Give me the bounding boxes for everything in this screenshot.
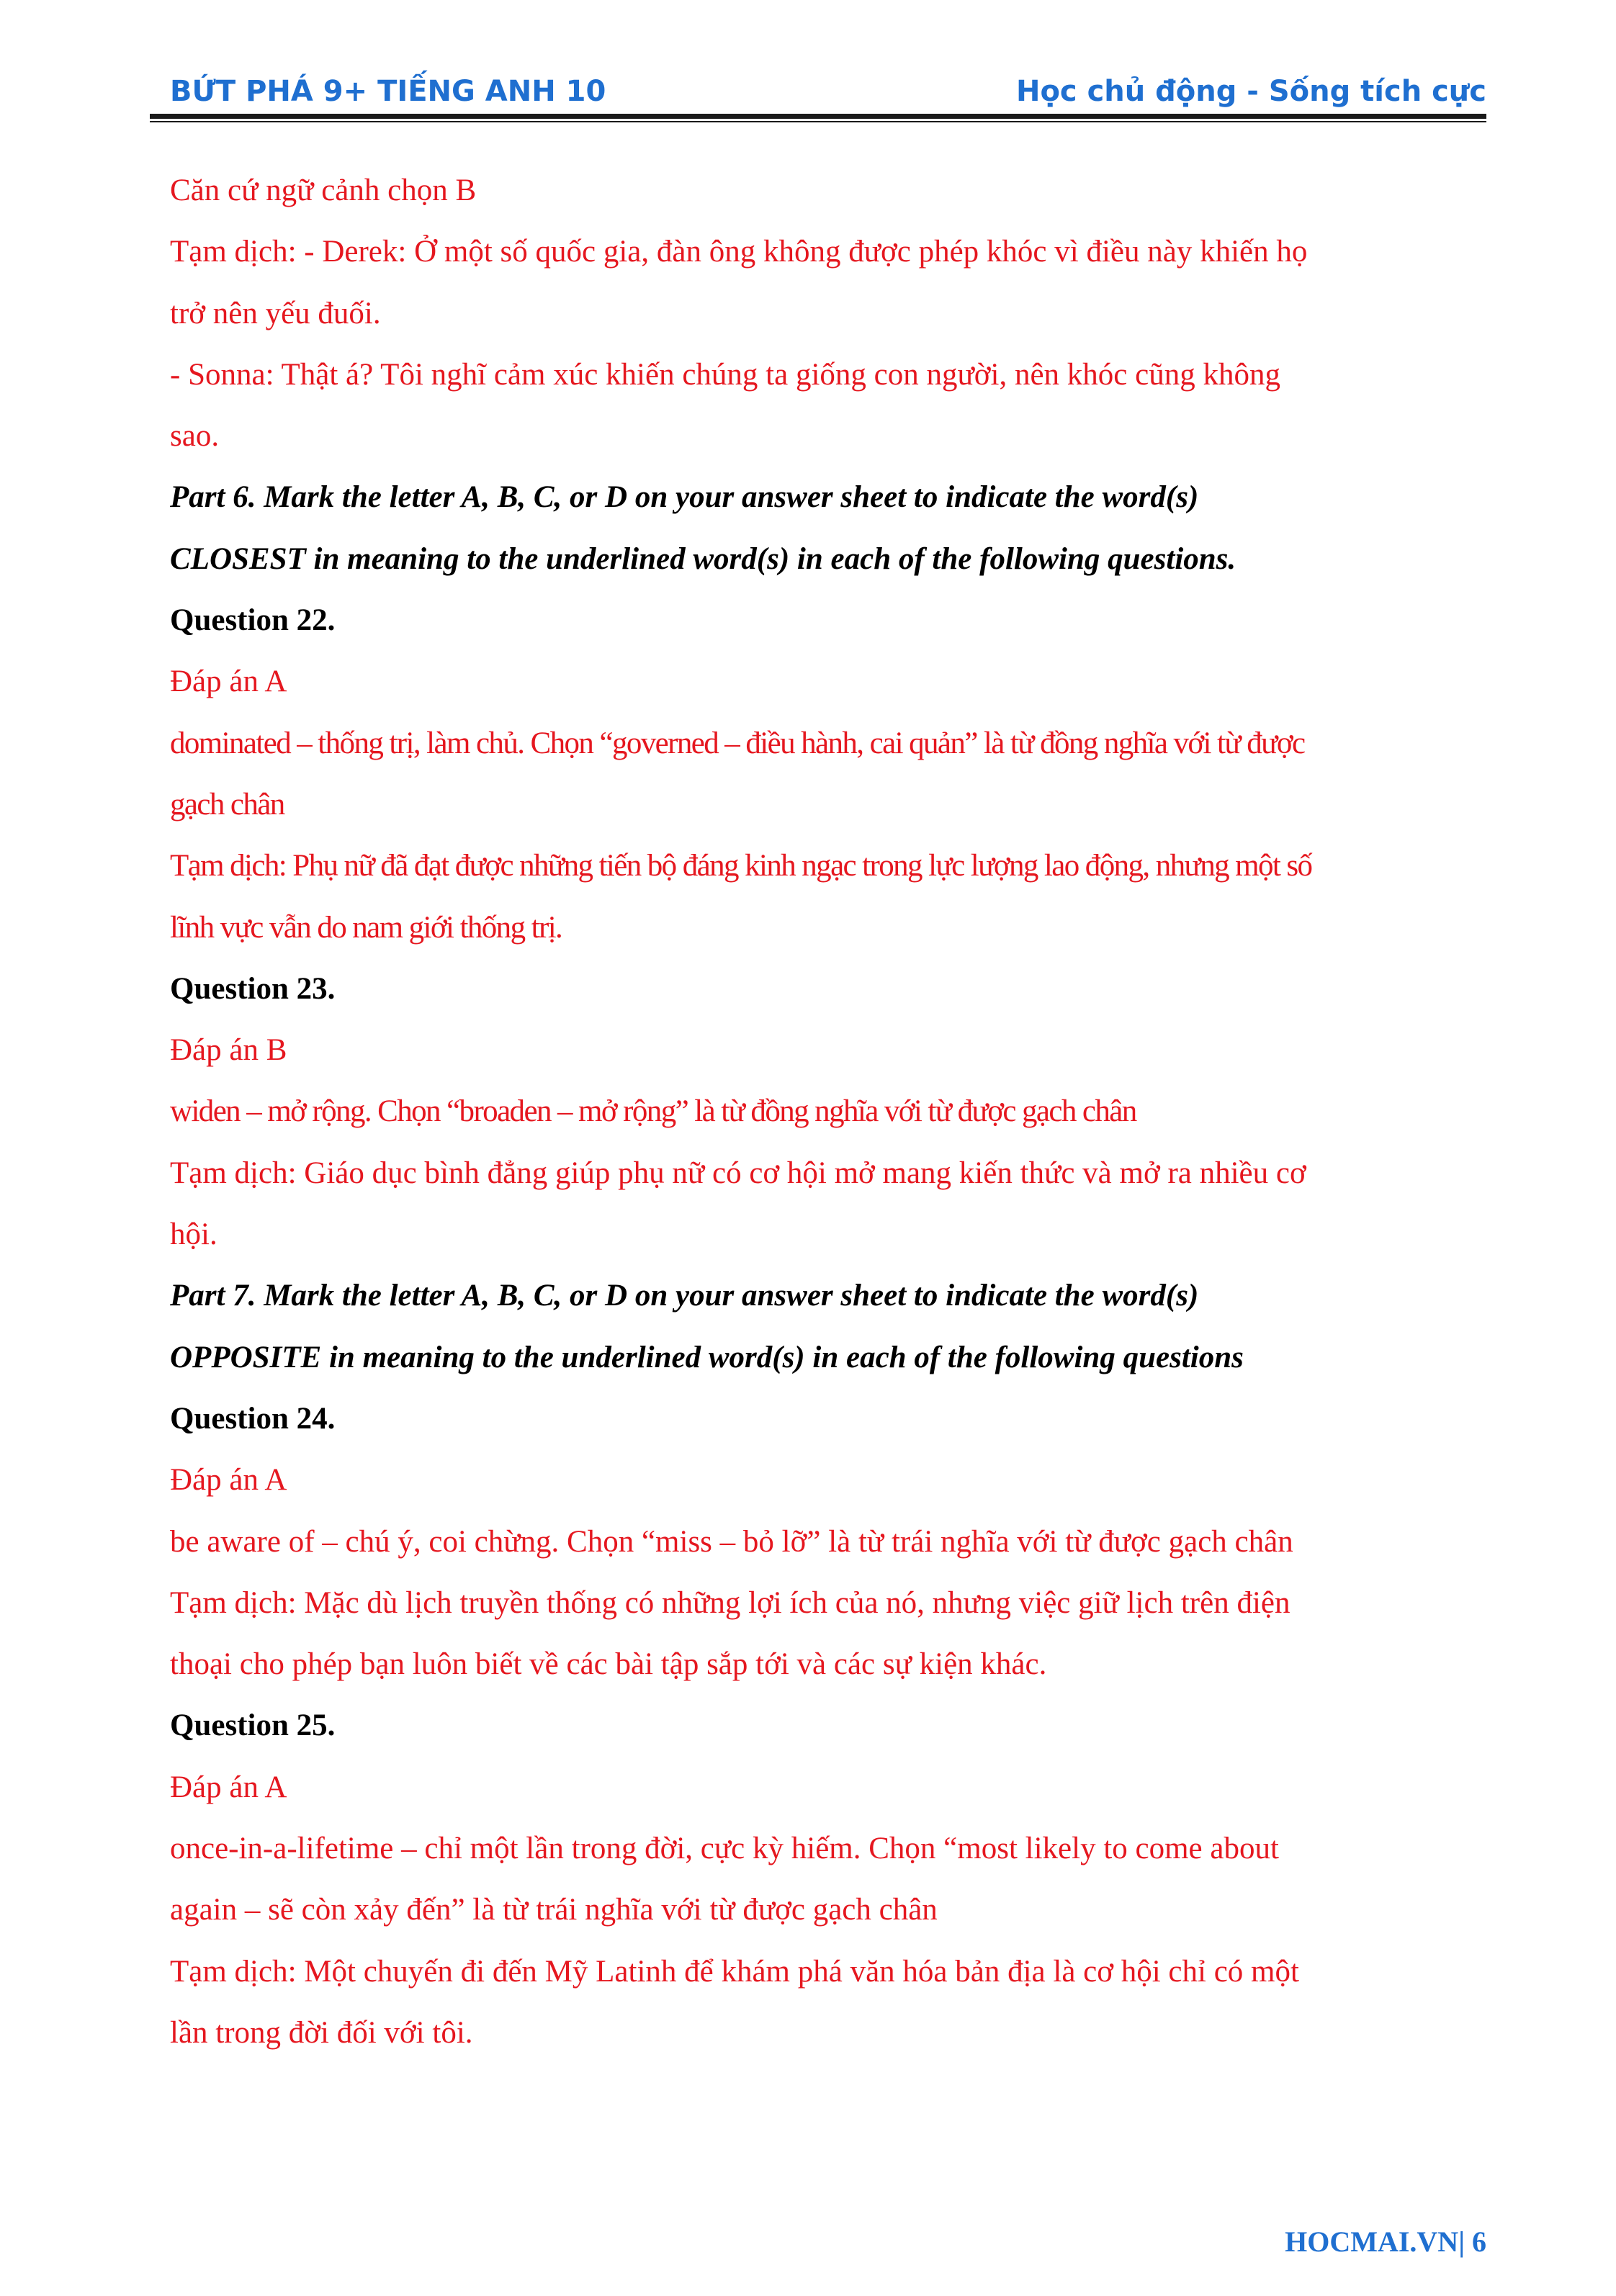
- question-22-translation: lĩnh vực vẫn do nam giới thống trị.: [170, 910, 562, 945]
- page-content: [170, 160, 1488, 2063]
- header-slogan: Học chủ động - Sống tích cực: [1015, 75, 1486, 108]
- question-24-translation: Tạm dịch: Mặc dù lịch truyền thống có những lợi ích của nó, nhưng việc giữ lịch trên điện: [170, 1585, 1290, 1620]
- question-25-answer: Đáp án A: [170, 1770, 287, 1804]
- question-25-explanation: again – sẽ còn xảy đến” là từ trái nghĩa với từ được gạch chân: [170, 1893, 938, 1927]
- question-25-explanation: once-in-a-lifetime – chỉ một lần trong đời, cực kỳ hiếm. Chọn “most likely to come about: [170, 1832, 1279, 1866]
- question-24-explanation: be aware of – chú ý, coi chừng. Chọn “miss – bỏ lỡ” là từ trái nghĩa với từ được gạch chân: [170, 1524, 1293, 1559]
- part-6-instruction: CLOSEST in meaning to the underlined word(s) in each of the following questions.: [170, 541, 1236, 576]
- question-22-answer: Đáp án A: [170, 665, 287, 699]
- context-note: Căn cứ ngữ cảnh chọn B: [170, 174, 477, 207]
- question-24-answer: Đáp án A: [170, 1463, 287, 1498]
- question-24-translation: thoại cho phép bạn luôn biết về các bài tập sắp tới và các sự kiện khác.: [170, 1647, 1047, 1682]
- question-23-translation: Tạm dịch: Giáo dục bình đẳng giúp phụ nữ có cơ hội mở mang kiến thức và mở ra nhiều cơ: [170, 1156, 1306, 1190]
- header-book-title: BỨT PHÁ 9+ TIẾNG ANH 10: [170, 75, 606, 108]
- page-header: [170, 72, 1486, 115]
- translation-line: trở nên yếu đuối.: [170, 296, 381, 330]
- question-25-translation: lần trong đời đối với tôi.: [170, 2015, 473, 2050]
- question-22-translation: Tạm dịch: Phụ nữ đã đạt được những tiến bộ đáng kinh ngạc trong lực lượng lao động, nhưng một số: [170, 849, 1312, 883]
- question-23-explanation: widen – mở rộng. Chọn “broaden – mở rộng” là từ đồng nghĩa với từ được gạch chân: [170, 1094, 1136, 1129]
- question-25-title: Question 25.: [170, 1709, 336, 1743]
- part-7-instruction: OPPOSITE in meaning to the underlined word(s) in each of the following questions: [170, 1340, 1244, 1374]
- question-23-answer: Đáp án B: [170, 1033, 287, 1068]
- translation-line: - Sonna: Thật á? Tôi nghĩ cảm xúc khiến chúng ta giống con người, nên khóc cũng không: [170, 357, 1280, 392]
- part-6-instruction: Part 6. Mark the letter A, B, C, or D on your answer sheet to indicate the word(s): [170, 480, 1199, 515]
- header-divider-thin: [150, 121, 1486, 122]
- question-22-explanation: gạch chân: [170, 787, 284, 821]
- question-25-translation: Tạm dịch: Một chuyến đi đến Mỹ Latinh để khám phá văn hóa bản địa là cơ hội chỉ có một: [170, 1954, 1299, 1989]
- translation-line: sao.: [170, 419, 220, 454]
- translation-line: Tạm dịch: - Derek: Ở một số quốc gia, đàn ông không được phép khóc vì điều này khiến họ: [170, 235, 1308, 269]
- question-24-title: Question 24.: [170, 1401, 336, 1436]
- question-22-title: Question 22.: [170, 603, 336, 638]
- question-22-explanation: dominated – thống trị, làm chủ. Chọn “governed – điều hành, cai quản” là từ đồng nghĩa với từ được: [170, 726, 1305, 760]
- header-divider: [150, 114, 1486, 119]
- page-footer-number: HOCMAI.VN| 6: [1285, 2225, 1486, 2258]
- part-7-instruction: Part 7. Mark the letter A, B, C, or D on your answer sheet to indicate the word(s): [170, 1279, 1199, 1313]
- question-23-translation: hội.: [170, 1217, 217, 1252]
- question-23-title: Question 23.: [170, 971, 336, 1006]
